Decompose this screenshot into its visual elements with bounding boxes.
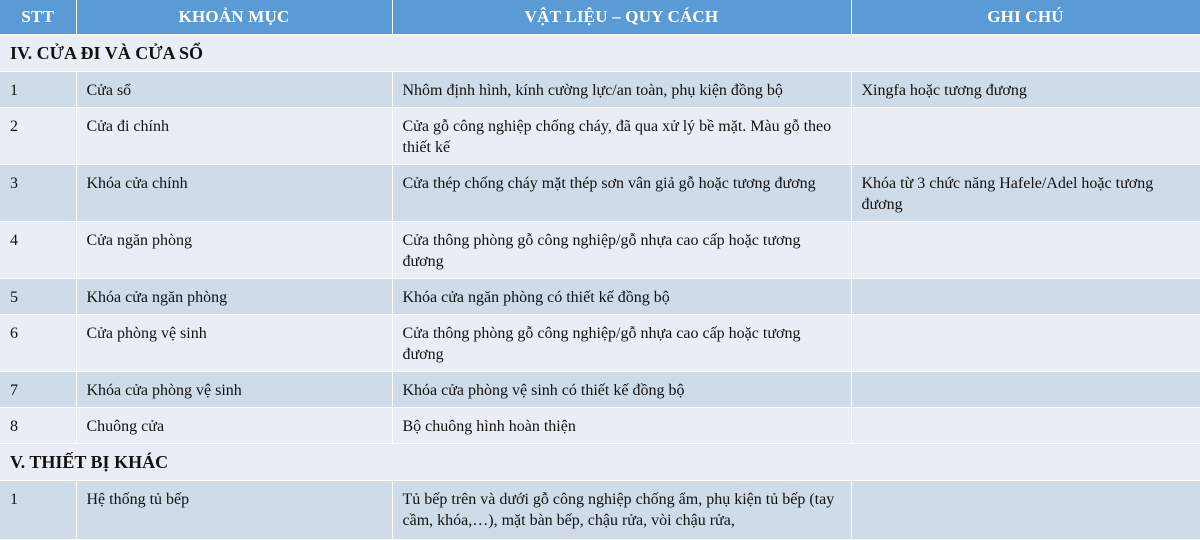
cell-stt: 1 bbox=[0, 72, 76, 108]
table-row bbox=[0, 279, 1200, 315]
cell-note bbox=[851, 315, 1200, 372]
cell-note bbox=[851, 222, 1200, 279]
table-row bbox=[0, 165, 1200, 222]
cell-note: Khóa từ 3 chức năng Hafele/Adel hoặc tương đương bbox=[851, 165, 1200, 222]
cell-stt: 2 bbox=[0, 108, 76, 165]
cell-item: Cửa phòng vệ sinh bbox=[76, 315, 392, 372]
cell-item: Khóa cửa phòng vệ sinh bbox=[76, 372, 392, 408]
cell-material: Nhôm định hình, kính cường lực/an toàn, phụ kiện đồng bộ bbox=[392, 72, 851, 108]
cell-material: Cửa thông phòng gỗ công nghiệp/gỗ nhựa cao cấp hoặc tương đương bbox=[392, 315, 851, 372]
cell-material: Khóa cửa ngăn phòng có thiết kế đồng bộ bbox=[392, 279, 851, 315]
table-row bbox=[0, 315, 1200, 372]
cell-item: Chuông cửa bbox=[76, 408, 392, 444]
table-row bbox=[0, 481, 1200, 540]
cell-stt: 6 bbox=[0, 315, 76, 372]
cell-item: Khóa cửa chính bbox=[76, 165, 392, 222]
cell-material: Khóa cửa phòng vệ sinh có thiết kế đồng bộ bbox=[392, 372, 851, 408]
cell-material: Cửa thông phòng gỗ công nghiệp/gỗ nhựa cao cấp hoặc tương đương bbox=[392, 222, 851, 279]
cell-note: Xingfa hoặc tương đương bbox=[851, 72, 1200, 108]
cell-material: Bộ chuông hình hoàn thiện bbox=[392, 408, 851, 444]
cell-item: Hệ thống tủ bếp bbox=[76, 481, 392, 540]
cell-item: Cửa ngăn phòng bbox=[76, 222, 392, 279]
table-row bbox=[0, 372, 1200, 408]
header-row bbox=[0, 0, 1200, 35]
cell-item: Khóa cửa ngăn phòng bbox=[76, 279, 392, 315]
cell-stt: 5 bbox=[0, 279, 76, 315]
header-stt: STT bbox=[0, 0, 76, 35]
cell-note bbox=[851, 108, 1200, 165]
header-material: VẬT LIỆU – QUY CÁCH bbox=[392, 0, 851, 35]
cell-item: Cửa sổ bbox=[76, 72, 392, 108]
cell-note bbox=[851, 408, 1200, 444]
cell-material: Cửa gỗ công nghiệp chống cháy, đã qua xử lý bề mặt. Màu gỗ theo thiết kế bbox=[392, 108, 851, 165]
cell-note bbox=[851, 279, 1200, 315]
table-row bbox=[0, 108, 1200, 165]
cell-material: Cửa thép chống cháy mặt thép sơn vân giả gỗ hoặc tương đương bbox=[392, 165, 851, 222]
table-row bbox=[0, 408, 1200, 444]
cell-material: Tủ bếp trên và dưới gỗ công nghiệp chống ẩm, phụ kiện tủ bếp (tay cầm, khóa,…), mặt bàn bếp, chậu rửa, vòi chậu rửa, bbox=[392, 481, 851, 540]
section-row bbox=[0, 35, 1200, 72]
table-row bbox=[0, 222, 1200, 279]
cell-stt: 7 bbox=[0, 372, 76, 408]
section-row bbox=[0, 444, 1200, 481]
cell-item: Cửa đi chính bbox=[76, 108, 392, 165]
cell-stt: 1 bbox=[0, 481, 76, 540]
cell-stt: 4 bbox=[0, 222, 76, 279]
section-title: IV. CỬA ĐI VÀ CỬA SỔ bbox=[0, 35, 1200, 72]
cell-note bbox=[851, 481, 1200, 540]
header-item: KHOẢN MỤC bbox=[76, 0, 392, 35]
cell-stt: 3 bbox=[0, 165, 76, 222]
header-note: GHI CHÚ bbox=[851, 0, 1200, 35]
cell-stt: 8 bbox=[0, 408, 76, 444]
section-title: V. THIẾT BỊ KHÁC bbox=[0, 444, 1200, 481]
cell-note bbox=[851, 372, 1200, 408]
table-row bbox=[0, 72, 1200, 108]
